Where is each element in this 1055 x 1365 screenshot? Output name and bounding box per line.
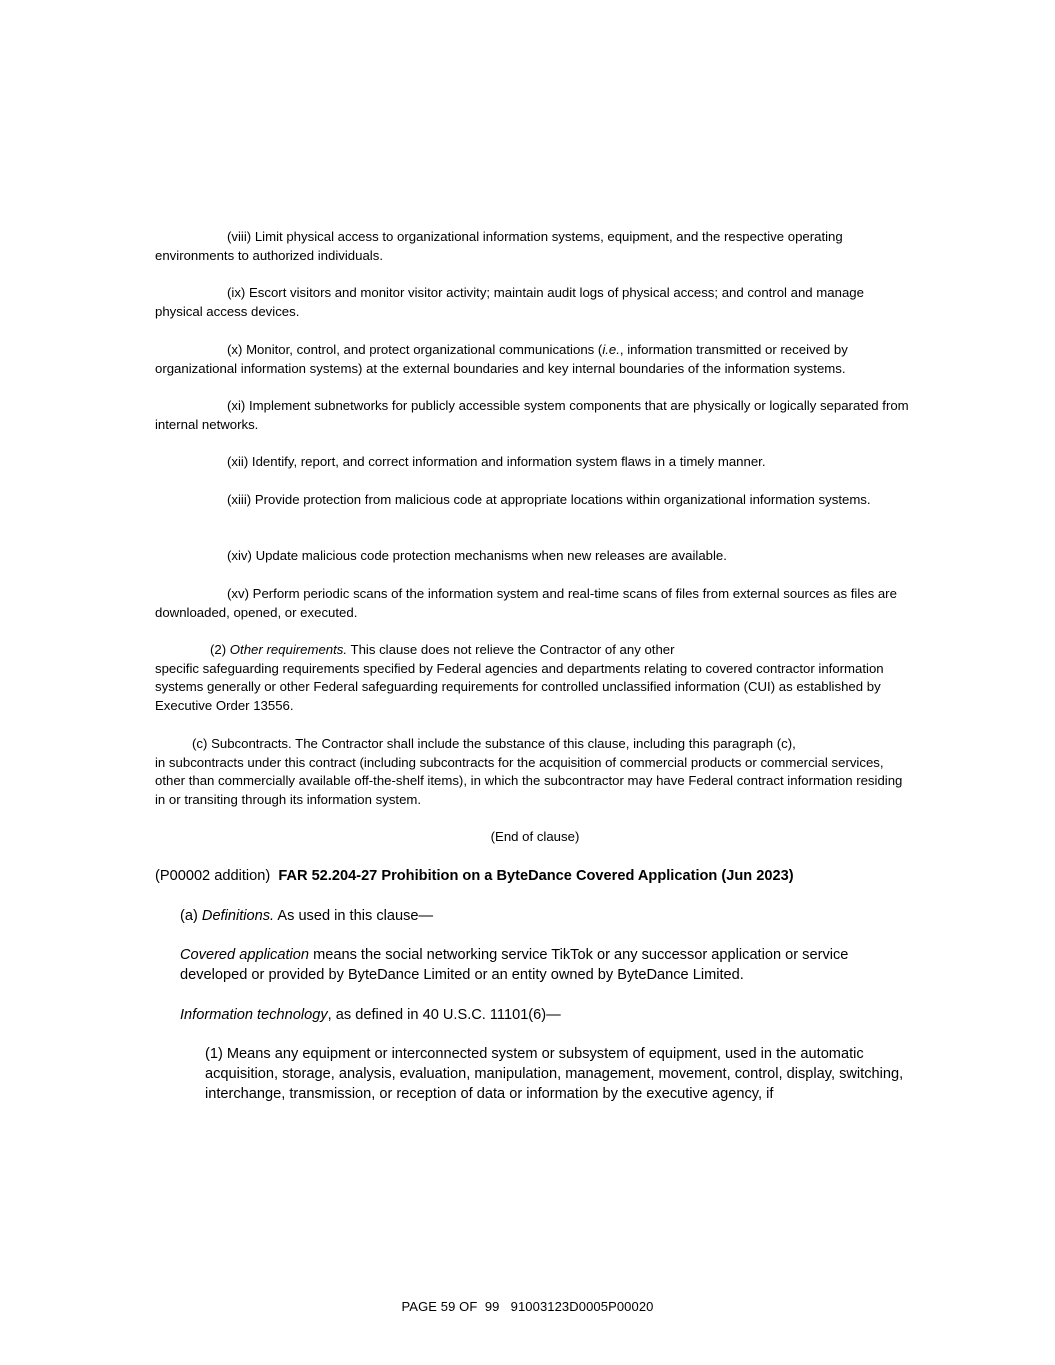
subcontracts-paragraph: (c) Subcontracts. The Contractor shall include the substance of this clause, including this paragraph (c), in subcontracts under this contract (including subcontracts for the acquisition of commercial products or commercial services, other than commercially available off-the-shelf items), in which the subcontractor may have Federal contract information residing in or transiting through its information system. (155, 736, 903, 807)
far-clause-heading: (P00002 addition) FAR 52.204-27 Prohibition on a ByteDance Covered Application (Jun 2023) (155, 868, 794, 884)
page-footer (0, 1299, 1055, 1314)
subcontracts-title: Subcontracts. (211, 736, 292, 751)
other-requirements-paragraph: (2) Other requirements. This clause does not relieve the Contractor of any other specific safeguarding requirements specified by Federal agencies and departments relating to covered contractor information systems generally or other Federal safeguarding requirements for controlled unclassified information (CUI) as established by Executive Order 13556. (155, 642, 884, 713)
list-item-xii: (xii) Identify, report, and correct information and information system flaws in a timely manner. (227, 454, 766, 469)
list-item-x: (x) Monitor, control, and protect organizational communications (i.e., information transmitted or received by organizational information systems) at the external boundaries and key internal boundaries of the information systems. (155, 342, 848, 376)
covered-application-definition: Covered application means the social networking service TikTok or any successor application or service developed or provided by ByteDance Limited or an entity owned by ByteDance Limited. (180, 947, 849, 983)
other-requirements-title: Other requirements. (229, 642, 348, 657)
list-item-viii: (viii) Limit physical access to organizational information systems, equipment, and the respective operating environments to authorized individuals. (155, 229, 843, 263)
information-technology-definition: Information technology, as defined in 40 U.S.C. 11101(6)— (180, 1007, 561, 1023)
document-id: 91003123D0005P00020 (510, 1299, 654, 1314)
page-number: PAGE 59 OF 99 (401, 1299, 500, 1314)
list-item-ix: (ix) Escort visitors and monitor visitor activity; maintain audit logs of physical access; and control and manage physical access devices. (155, 285, 864, 319)
far-clause-title: FAR 52.204-27 Prohibition on a ByteDance Covered Application (Jun 2023) (278, 868, 794, 884)
information-technology-item-1: (1) Means any equipment or interconnected system or subsystem of equipment, used in the automatic acquisition, storage, analysis, evaluation, manipulation, management, movement, control, display, switching, interchange, transmission, or reception of data or information by the executive agency, if (205, 1046, 904, 1102)
list-item-xiii: (xiii) Provide protection from malicious code at appropriate locations within organizational information systems. (227, 492, 871, 507)
list-item-xi: (xi) Implement subnetworks for publicly accessible system components that are physically or logically separated from internal networks. (155, 398, 909, 432)
list-item-xiv: (xiv) Update malicious code protection mechanisms when new releases are available. (227, 548, 727, 563)
list-item-xv: (xv) Perform periodic scans of the information system and real-time scans of files from external sources as files are downloaded, opened, or executed. (155, 586, 897, 620)
end-of-clause: (End of clause) (490, 829, 580, 844)
definitions-paragraph: (a) Definitions. As used in this clause— (180, 908, 434, 924)
